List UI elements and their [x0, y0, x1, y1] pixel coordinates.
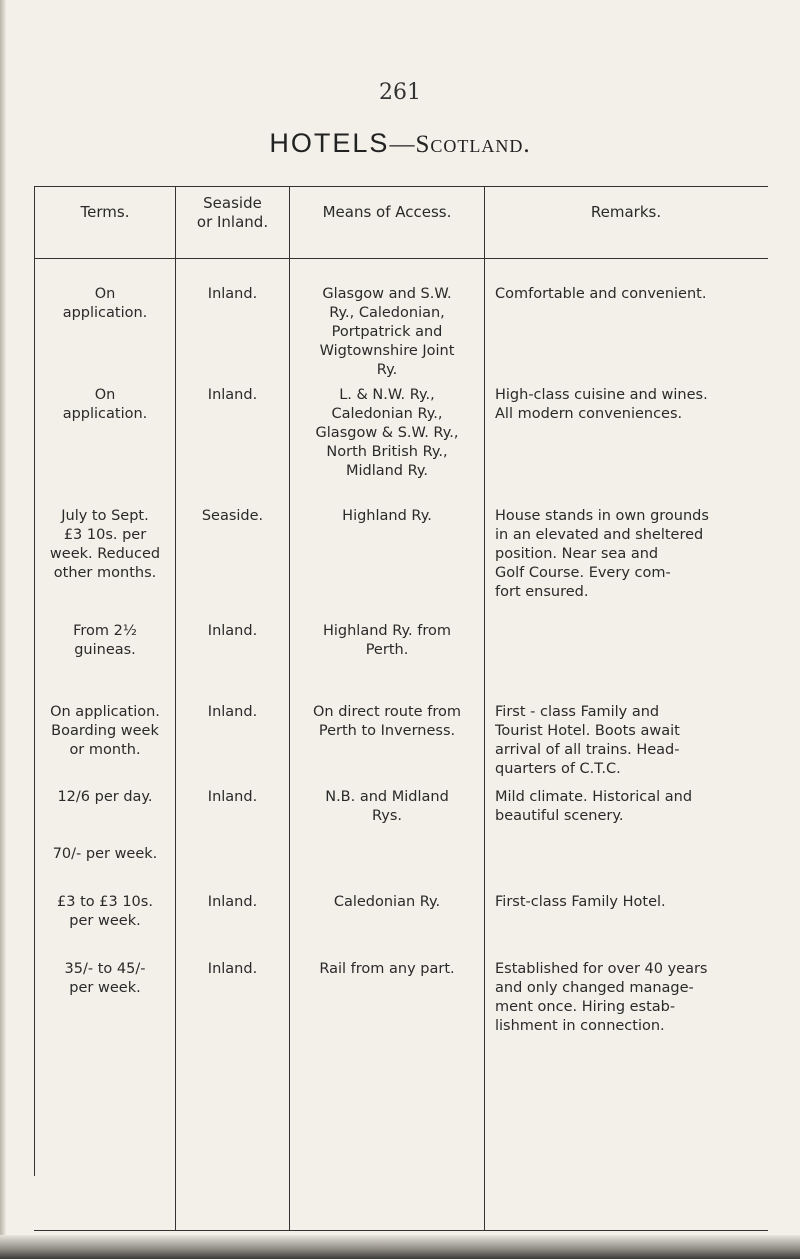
row-3-terms: July to Sept. £3 10s. per week. Reduced other months. — [49, 508, 161, 581]
row-6-terms: 12/6 per day. 70/- per week. — [52, 789, 158, 862]
row-1-remarks: Comfortable and convenient. — [495, 286, 707, 302]
table-top-rule — [34, 186, 768, 187]
row-4-terms: From 2½ guineas. — [73, 623, 137, 658]
row-1-terms: On application. — [62, 286, 148, 321]
page-number: 261 — [379, 80, 421, 105]
title-main: HOTELS — [269, 128, 390, 158]
column-divider-2 — [289, 186, 290, 1231]
row-6-location: Inland. — [207, 789, 258, 805]
row-6-access: N.B. and Midland Rys. — [325, 789, 449, 824]
row-3-access: Highland Ry. — [342, 508, 432, 524]
title-region: —Scotland. — [389, 131, 531, 158]
row-5-terms: On application. Boarding week or month. — [50, 704, 160, 758]
page-scan-edge-bottom — [0, 1235, 800, 1259]
row-2-access: L. & N.W. Ry., Caledonian Ry., Glasgow & S.W. Ry., North British Ry., Midland Ry. — [315, 387, 459, 479]
row-2-remarks: High-class cuisine and wines. All modern conveniences. — [495, 387, 708, 422]
row-8-access: Rail from any part. — [319, 961, 455, 977]
row-5-remarks: First - class Family and Tourist Hotel. Boots await arrival of all trains. Head- quarters of C.T.C. — [495, 704, 680, 777]
row-7-access: Caledonian Ry. — [333, 894, 441, 910]
page-scan-edge-left — [0, 0, 6, 1259]
row-4-access: Highland Ry. from Perth. — [322, 623, 451, 658]
row-2-location: Inland. — [207, 387, 258, 403]
page-title — [0, 128, 800, 159]
row-8-remarks: Established for over 40 years and only changed manage- ment once. Hiring estab- lishment in connection. — [495, 961, 708, 1034]
row-1-access: Glasgow and S.W. Ry., Caledonian, Portpatrick and Wigtownshire Joint Ry. — [319, 286, 455, 378]
row-6-remarks: Mild climate. Historical and beautiful scenery. — [495, 789, 693, 824]
table-left-border — [34, 186, 35, 1176]
row-7-terms: £3 to £3 10s. per week. — [57, 894, 153, 929]
column-divider-3 — [484, 186, 485, 1231]
header-terms: Terms. — [80, 203, 130, 221]
row-5-location: Inland. — [207, 704, 258, 720]
row-8-terms: 35/- to 45/- per week. — [64, 961, 146, 996]
row-2-terms: On application. — [62, 387, 148, 422]
row-3-remarks: House stands in own grounds in an elevated and sheltered position. Near sea and Golf Course. Every com- fort ensured. — [495, 508, 709, 600]
row-3-location: Seaside. — [201, 508, 264, 524]
header-location: Seaside or Inland. — [196, 194, 269, 231]
column-divider-1 — [175, 186, 176, 1231]
table-bottom-rule — [34, 1230, 768, 1231]
row-4-location: Inland. — [207, 623, 258, 639]
row-5-access: On direct route from Perth to Inverness. — [313, 704, 461, 739]
row-1-location: Inland. — [207, 286, 258, 302]
row-7-location: Inland. — [207, 894, 258, 910]
table-header-rule — [34, 258, 768, 259]
row-7-remarks: First-class Family Hotel. — [495, 894, 666, 910]
header-remarks: Remarks. — [590, 203, 662, 221]
row-8-location: Inland. — [207, 961, 258, 977]
header-access: Means of Access. — [322, 203, 452, 221]
